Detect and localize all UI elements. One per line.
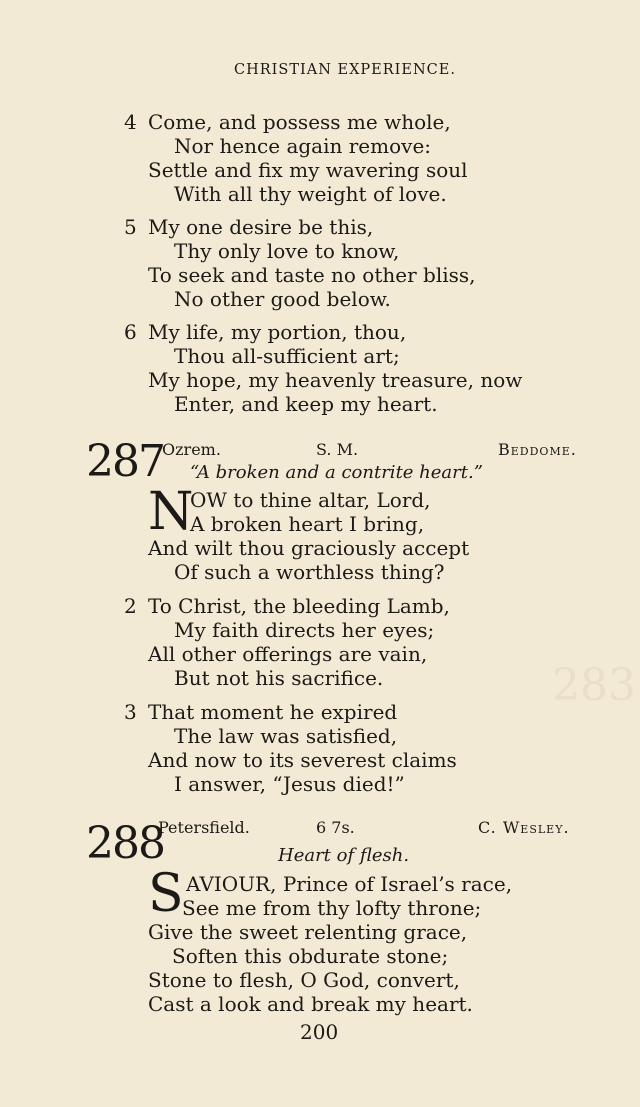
author: C. Wesley. (478, 818, 570, 837)
verse-line: My one desire be this, (148, 215, 374, 239)
verse-line: I answer, “Jesus died!” (174, 772, 405, 796)
verse-line: And now to its severest claims (148, 748, 457, 772)
verse-line: See me from thy lofty throne; (182, 896, 482, 920)
drop-cap: N (148, 482, 194, 542)
author: Beddome. (498, 440, 577, 459)
meter: S. M. (316, 440, 359, 459)
verse-line: With all thy weight of love. (174, 182, 447, 206)
verse-line: Thy only love to know, (174, 239, 400, 263)
verse-line: Enter, and keep my heart. (174, 392, 438, 416)
verse-line: AVIOUR, Prince of Israel’s race, (186, 872, 513, 896)
verse-line: Stone to flesh, O God, convert, (148, 968, 460, 992)
verse-line: No other good below. (174, 287, 391, 311)
drop-cap: S (148, 864, 184, 924)
hymn-number: 288 (86, 818, 164, 869)
verse-line: Give the sweet relenting grace, (148, 920, 468, 944)
verse-line: That moment he expired (148, 700, 398, 724)
hymn-subtitle: “A broken and a contrite heart.” (190, 462, 483, 483)
verse-line: But not his sacrifice. (174, 666, 384, 690)
verse-number: 2 (124, 594, 137, 618)
verse-line: All other offerings are vain, (148, 642, 428, 666)
verse-line: My hope, my heavenly treasure, now (148, 368, 523, 392)
hymn-subtitle: Heart of flesh. (278, 845, 410, 866)
verse-line: And wilt thou graciously accept (148, 536, 470, 560)
meter: 6 7s. (316, 818, 355, 837)
verse-line: My faith directs her eyes; (174, 618, 435, 642)
running-header: CHRISTIAN EXPERIENCE. (234, 62, 456, 78)
verse-line: Soften this obdurate stone; (172, 944, 449, 968)
verse-line: To Christ, the bleeding Lamb, (148, 594, 450, 618)
verse-line: Settle and fix my wavering soul (148, 158, 468, 182)
verse-line: A broken heart I bring, (190, 512, 425, 536)
verse-number: 5 (124, 215, 137, 239)
verse-line: To seek and taste no other bliss, (148, 263, 476, 287)
verse-number: 3 (124, 700, 137, 724)
verse-line: Nor hence again remove: (174, 134, 432, 158)
verse-number: 4 (124, 110, 137, 134)
tune-name: Ozrem. (162, 440, 221, 459)
tune-name: Petersfield. (158, 818, 250, 837)
verse-line: Of such a worthless thing? (174, 560, 445, 584)
verse-line: OW to thine altar, Lord, (190, 488, 431, 512)
hymn-number: 287 (86, 436, 164, 487)
bleed-through-mark: 283 (552, 660, 636, 711)
verse-line: Thou all-sufficient art; (174, 344, 400, 368)
verse-line: My life, my portion, thou, (148, 320, 407, 344)
verse-line: The law was satisfied, (174, 724, 398, 748)
verse-number: 6 (124, 320, 137, 344)
verse-line: Come, and possess me whole, (148, 110, 451, 134)
page-number: 200 (300, 1020, 339, 1044)
verse-line: Cast a look and break my heart. (148, 992, 473, 1016)
